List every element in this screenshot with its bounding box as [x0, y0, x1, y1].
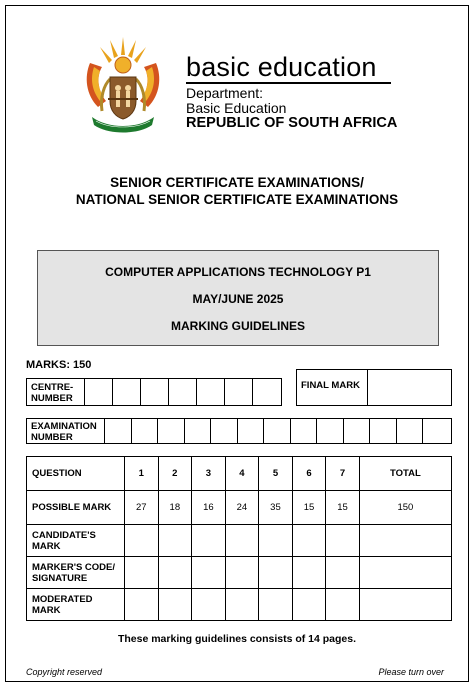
- question-number: 3: [192, 457, 226, 491]
- mark-cell[interactable]: [259, 589, 293, 621]
- possible-mark-value: 27: [125, 491, 159, 525]
- protea: [115, 57, 131, 73]
- mark-cell[interactable]: [326, 525, 360, 557]
- exam-digit-box[interactable]: [423, 419, 450, 443]
- marker-code-label: MARKER'S CODE/ SIGNATURE: [27, 557, 125, 589]
- candidate-mark-row: [27, 525, 452, 557]
- mark-cell[interactable]: [192, 525, 226, 557]
- centre-number-label: CENTRE- NUMBER: [27, 379, 85, 405]
- exam-digit-box[interactable]: [397, 419, 424, 443]
- exam-session: MAY/JUNE 2025: [192, 292, 284, 306]
- possible-mark-total: 150: [359, 491, 451, 525]
- exam-digit-box[interactable]: [105, 419, 132, 443]
- possible-mark-value: 24: [225, 491, 259, 525]
- mark-cell[interactable]: [225, 557, 259, 589]
- page-count-note: These marking guidelines consists of 14 pages.: [117, 633, 357, 645]
- question-number: 5: [259, 457, 293, 491]
- mark-cell[interactable]: [259, 557, 293, 589]
- question-number: 1: [125, 457, 159, 491]
- exam-digit-box[interactable]: [291, 419, 318, 443]
- mark-cell[interactable]: [326, 589, 360, 621]
- centre-digit-box[interactable]: [253, 379, 281, 405]
- final-mark-label: FINAL MARK: [297, 370, 368, 405]
- marks-table: [26, 456, 452, 621]
- exam-digit-box[interactable]: [185, 419, 212, 443]
- mark-cell[interactable]: [359, 589, 451, 621]
- mark-cell[interactable]: [292, 557, 326, 589]
- centre-digit-box[interactable]: [197, 379, 225, 405]
- mark-cell[interactable]: [158, 557, 192, 589]
- mark-cell[interactable]: [259, 525, 293, 557]
- mark-cell[interactable]: [225, 525, 259, 557]
- mark-cell[interactable]: [125, 525, 159, 557]
- examination-number-row: [26, 418, 452, 444]
- centre-digit-box[interactable]: [141, 379, 169, 405]
- final-mark-box[interactable]: [368, 370, 451, 405]
- mark-cell[interactable]: [125, 589, 159, 621]
- centre-digit-box[interactable]: [169, 379, 197, 405]
- question-total-header: TOTAL: [359, 457, 451, 491]
- question-number: 7: [326, 457, 360, 491]
- subject-name: COMPUTER APPLICATIONS TECHNOLOGY P1: [105, 265, 371, 279]
- exam-digit-box[interactable]: [211, 419, 238, 443]
- mark-cell[interactable]: [292, 525, 326, 557]
- country-name: REPUBLIC OF SOUTH AFRICA: [186, 115, 398, 131]
- candidate-mark-label: CANDIDATE'S MARK: [27, 525, 125, 557]
- document-type: MARKING GUIDELINES: [170, 319, 305, 333]
- exam-digit-box[interactable]: [317, 419, 344, 443]
- coat-of-arms-icon: [80, 33, 166, 137]
- mark-cell[interactable]: [326, 557, 360, 589]
- mark-cell[interactable]: [125, 557, 159, 589]
- possible-mark-label: POSSIBLE MARK: [27, 491, 125, 525]
- exam-digit-box[interactable]: [370, 419, 397, 443]
- exam-heading-1: SENIOR CERTIFICATE EXAMINATIONS/: [110, 175, 364, 190]
- mark-cell[interactable]: [359, 525, 451, 557]
- exam-digit-box[interactable]: [344, 419, 371, 443]
- possible-mark-value: 35: [259, 491, 293, 525]
- centre-number-row: [26, 378, 282, 406]
- mark-cell[interactable]: [192, 589, 226, 621]
- question-row-label: QUESTION: [27, 457, 125, 491]
- exam-heading-2: NATIONAL SENIOR CERTIFICATE EXAMINATIONS: [75, 192, 399, 207]
- possible-mark-value: 15: [326, 491, 360, 525]
- exam-digit-box[interactable]: [264, 419, 291, 443]
- question-number: 4: [225, 457, 259, 491]
- possible-mark-value: 18: [158, 491, 192, 525]
- centre-digit-box[interactable]: [85, 379, 113, 405]
- final-mark-row: [296, 369, 452, 406]
- possible-mark-value: 15: [292, 491, 326, 525]
- total-marks-label: MARKS: 150: [26, 359, 92, 371]
- moderated-mark-row: [27, 589, 452, 621]
- examination-number-label: EXAMINATION NUMBER: [27, 419, 105, 443]
- subject-box: [37, 250, 439, 346]
- department-label: Department:: [186, 85, 264, 101]
- question-number: 6: [292, 457, 326, 491]
- question-number: 2: [158, 457, 192, 491]
- centre-digit-box[interactable]: [225, 379, 253, 405]
- possible-mark-row: [27, 491, 452, 525]
- mark-cell[interactable]: [225, 589, 259, 621]
- turn-over-footer: Please turn over: [378, 667, 444, 677]
- exam-digit-box[interactable]: [132, 419, 159, 443]
- centre-digit-box[interactable]: [113, 379, 141, 405]
- exam-digit-box[interactable]: [238, 419, 265, 443]
- department-name: Basic Education: [186, 100, 287, 116]
- copyright-footer: Copyright reserved: [26, 667, 103, 677]
- possible-mark-value: 16: [192, 491, 226, 525]
- mark-cell[interactable]: [192, 557, 226, 589]
- moderated-mark-label: MODERATED MARK: [27, 589, 125, 621]
- mark-cell[interactable]: [158, 589, 192, 621]
- mark-cell[interactable]: [292, 589, 326, 621]
- marker-code-row: [27, 557, 452, 589]
- brand-title: basic education: [186, 52, 377, 82]
- question-row: [27, 457, 452, 491]
- mark-cell[interactable]: [359, 557, 451, 589]
- brand-divider: [186, 82, 391, 84]
- exam-digit-box[interactable]: [158, 419, 185, 443]
- mark-cell[interactable]: [158, 525, 192, 557]
